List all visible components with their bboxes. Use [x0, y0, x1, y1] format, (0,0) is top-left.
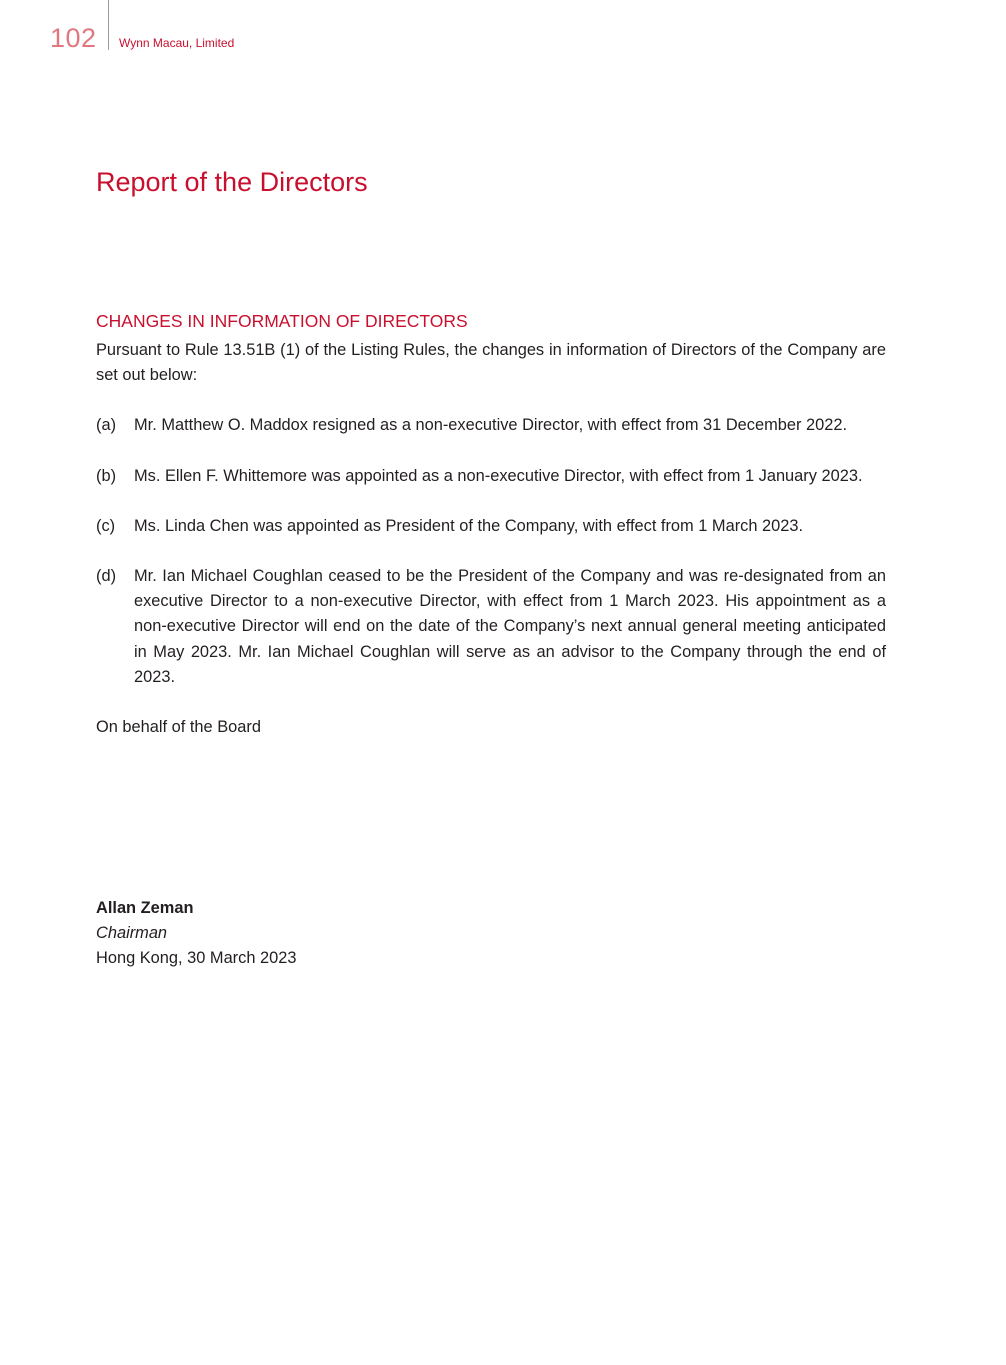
report-title: Report of the Directors [96, 167, 368, 197]
changes-list [96, 413, 886, 690]
list-item-text: Mr. Matthew O. Maddox resigned as a non-executive Director, with effect from 31 December 2022. [134, 416, 848, 435]
signature-block [96, 896, 296, 972]
closing-line: On behalf of the Board [96, 718, 261, 737]
list-item [96, 413, 886, 438]
company-name: Wynn Macau, Limited [119, 36, 235, 50]
list-item [96, 514, 886, 539]
list-item [96, 564, 886, 690]
list-item [96, 464, 886, 489]
page-number: 102 [50, 23, 97, 53]
list-item-marker: (d) [96, 567, 117, 586]
changes-section [96, 308, 886, 740]
header-divider [108, 0, 109, 50]
list-item-text: Mr. Ian Michael Coughlan ceased to be the President of the Company and was re-designated from an executive Director to a non-executive Director, with effect from 1 March 2023. His appointment as a non-executive Director will end on the date of the Company’s next annual general meeting anticipated in May 2023. Mr. Ian Michael Coughlan will serve as an advisor to the Company through the end of 2023. [134, 567, 886, 686]
signatory-name: Allan Zeman [96, 899, 194, 917]
list-item-marker: (a) [96, 416, 117, 435]
signatory-title: Chairman [96, 924, 168, 943]
list-item-marker: (c) [96, 516, 116, 535]
list-item-text: Ms. Ellen F. Whittemore was appointed as a non-executive Director, with effect from 1 January 2023. [134, 466, 863, 485]
list-item-text: Ms. Linda Chen was appointed as President of the Company, with effect from 1 March 2023. [134, 516, 804, 535]
place-date: Hong Kong, 30 March 2023 [96, 949, 297, 968]
intro-paragraph: Pursuant to Rule 13.51B (1) of the Listing Rules, the changes in information of Directors of the Company are set out below: [96, 341, 886, 385]
section-heading: CHANGES IN INFORMATION OF DIRECTORS [96, 311, 468, 331]
list-item-marker: (b) [96, 466, 117, 485]
